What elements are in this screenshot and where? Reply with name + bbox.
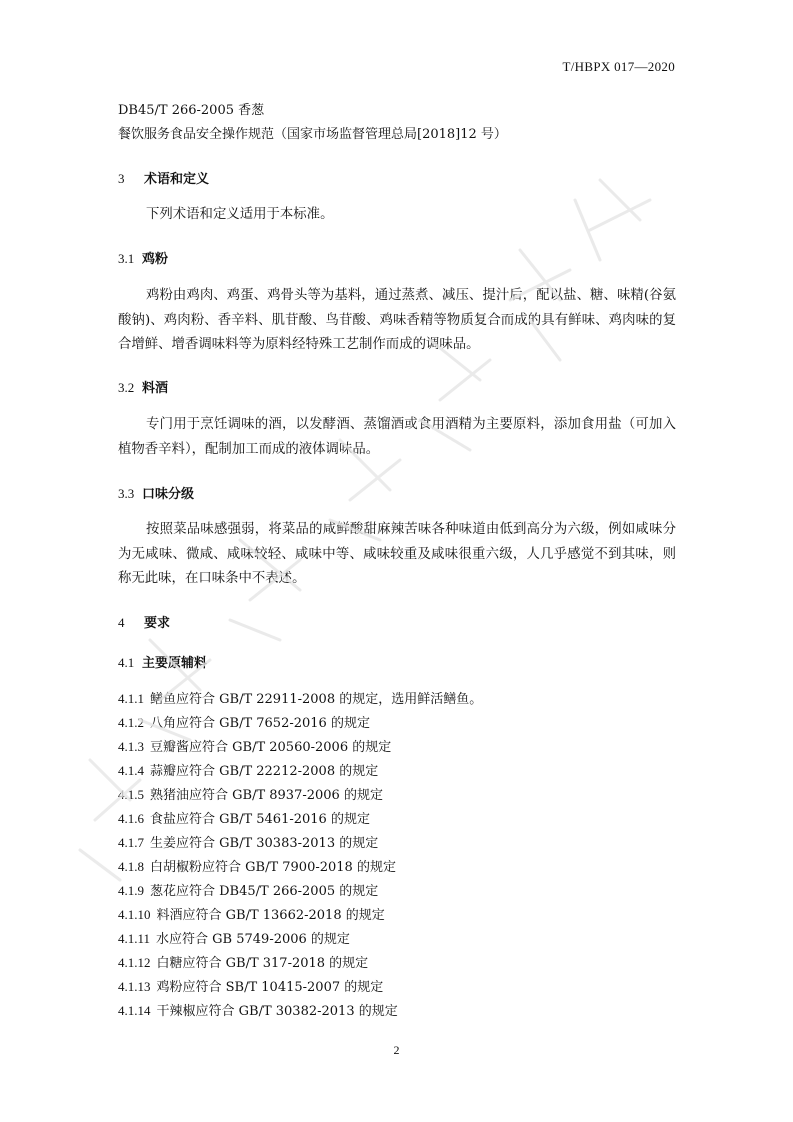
subsection-number: 3.1: [118, 251, 135, 266]
list-item: [118, 951, 482, 975]
item-text: 水应符合 GB 5749-2006 的规定: [156, 932, 350, 947]
section-intro: 下列术语和定义适用于本标准。: [146, 207, 334, 222]
list-item: [118, 999, 482, 1023]
subsection-number: 3.3: [118, 486, 135, 501]
list-item: [118, 783, 482, 807]
item-number: 4.1.9: [118, 883, 144, 898]
list-item: [118, 711, 482, 735]
definition-paragraph: 按照菜品味感强弱，将菜品的咸鲜酸甜麻辣苦味各种味道由低到高分为六级，例如咸味分为无咸味、微咸、咸味较轻、咸味中等、咸味较重及咸味很重六级，人几乎感觉不到其味，则称无此味，在口味条中不表述。: [118, 522, 676, 586]
item-text: 八角应符合 GB/T 7652-2016 的规定: [150, 716, 370, 731]
item-number: 4.1.13: [118, 979, 151, 994]
subsection-number: 4.1: [118, 655, 135, 670]
reference-line: 餐饮服务食品安全操作规范（国家市场监督管理总局[2018]12 号）: [118, 127, 507, 142]
list-item: [118, 927, 482, 951]
definition-paragraph: 鸡粉由鸡肉、鸡蛋、鸡骨头等为基料，通过蒸煮、减压、提汁后，配以盐、糖、味精(谷氨酸钠)、鸡肉粉、香辛料、肌苷酸、鸟苷酸、鸡味香精等物质复合而成的具有鲜味、鸡肉味的复合增鲜、增香调味料等为原料经特殊工艺制作而成的调味品。: [118, 288, 676, 352]
subsection-title: 料酒: [142, 381, 169, 396]
item-text: 豆瓣酱应符合 GB/T 20560-2006 的规定: [150, 740, 392, 755]
section-title: 要求: [144, 616, 171, 631]
item-text: 鸡粉应符合 SB/T 10415-2007 的规定: [156, 980, 384, 995]
item-number: 4.1.3: [118, 739, 144, 754]
reference-line: DB45/T 266-2005 香葱: [118, 103, 265, 118]
item-number: 4.1.5: [118, 787, 144, 802]
item-text: 白糖应符合 GB/T 317-2018 的规定: [156, 956, 369, 971]
item-text: 熟猪油应符合 GB/T 8937-2006 的规定: [150, 788, 383, 803]
subsection-title: 口味分级: [142, 487, 195, 502]
list-item: [118, 807, 482, 831]
list-item: [118, 975, 482, 999]
section-title: 术语和定义: [144, 172, 210, 187]
list-item: [118, 687, 482, 711]
item-number: 4.1.10: [118, 907, 151, 922]
subsection-heading: [118, 652, 207, 671]
item-text: 鳝鱼应符合 GB/T 22911-2008 的规定，选用鲜活鳝鱼。: [150, 692, 483, 707]
item-text: 蒜瓣应符合 GB/T 22212-2008 的规定: [150, 764, 379, 779]
subsection-title: 主要原辅料: [142, 656, 208, 671]
item-text: 食盐应符合 GB/T 5461-2016 的规定: [150, 812, 370, 827]
item-number: 4.1.6: [118, 811, 144, 826]
item-text: 料酒应符合 GB/T 13662-2018 的规定: [156, 908, 385, 923]
requirements-list: [118, 687, 482, 1023]
definition-paragraph: 专门用于烹饪调味的酒，以发酵酒、蒸馏酒或食用酒精为主要原料，添加食用盐（可加入植物香辛料），配制加工而成的液体调味品。: [118, 417, 676, 457]
item-number: 4.1.12: [118, 955, 151, 970]
item-number: 4.1.4: [118, 763, 144, 778]
item-text: 干辣椒应符合 GB/T 30382-2013 的规定: [156, 1004, 398, 1019]
item-number: 4.1.1: [118, 691, 144, 706]
item-text: 生姜应符合 GB/T 30383-2013 的规定: [150, 836, 379, 851]
document-code: T/HBPX 017—2020: [562, 59, 675, 74]
list-item: [118, 759, 482, 783]
subsection-heading: [118, 483, 194, 502]
list-item: [118, 879, 482, 903]
section-heading: [118, 612, 170, 631]
item-text: 白胡椒粉应符合 GB/T 7900-2018 的规定: [150, 860, 396, 875]
subsection-heading: [118, 248, 168, 267]
section-heading: [118, 168, 209, 187]
item-text: 葱花应符合 DB45/T 266-2005 的规定: [150, 884, 379, 899]
item-number: 4.1.11: [118, 931, 151, 946]
item-number: 4.1.2: [118, 715, 144, 730]
list-item: [118, 903, 482, 927]
section-number: 4: [118, 615, 125, 630]
item-number: 4.1.14: [118, 1003, 151, 1018]
list-item: [118, 735, 482, 759]
subsection-heading: [118, 377, 168, 396]
list-item: [118, 855, 482, 879]
list-item: [118, 831, 482, 855]
section-number: 3: [118, 171, 125, 186]
page-number: 2: [393, 1043, 400, 1057]
subsection-title: 鸡粉: [142, 252, 169, 267]
item-number: 4.1.8: [118, 859, 144, 874]
subsection-number: 3.2: [118, 380, 135, 395]
item-number: 4.1.7: [118, 835, 144, 850]
